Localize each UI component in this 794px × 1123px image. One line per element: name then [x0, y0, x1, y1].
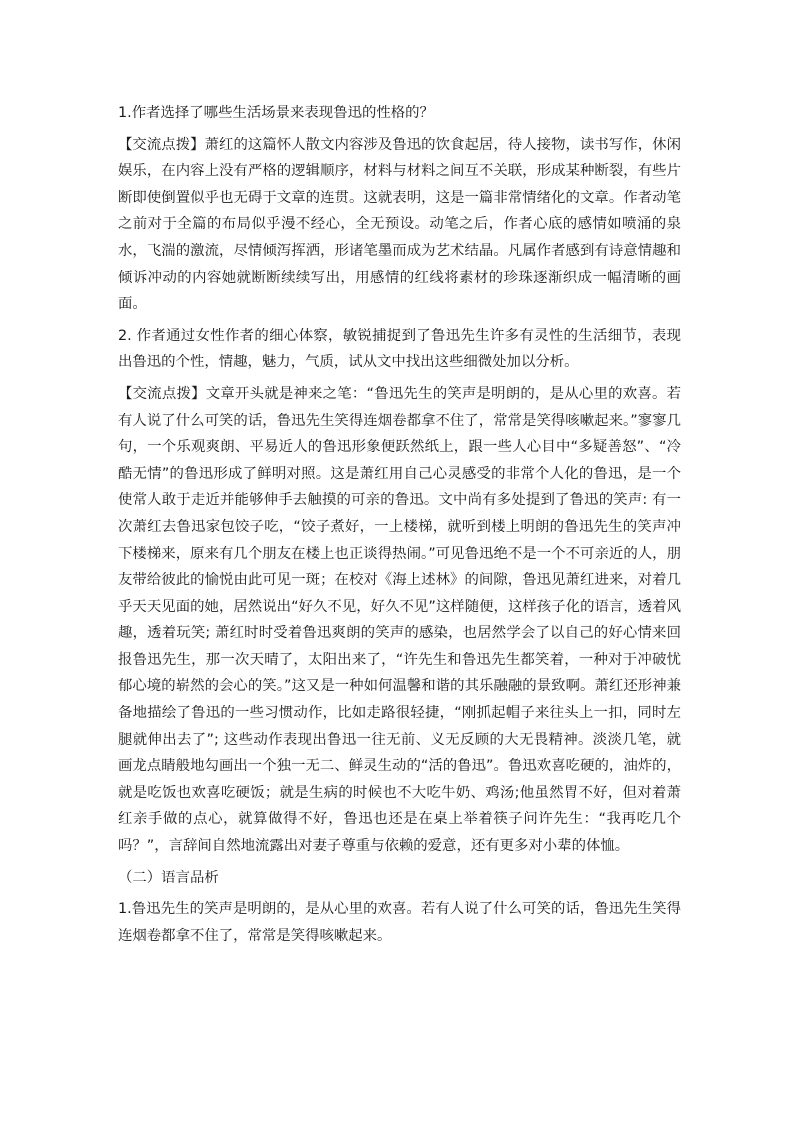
answer-2: 【交流点拨】文章开头就是神来之笔：“鲁迅先生的笑声是明朗的，是从心里的欢喜。若有人说了什么可笑的话，鲁迅先生笑得连烟卷都拿不住了，常常是笑得咳嗽起来。”寥寥几句，一个乐观爽朗、平易近人的鲁迅形象便跃然纸上，跟一些人心目中“多疑善怒”、“冷酷无情”的鲁迅形成了鲜明对照。这是萧红用自己心灵感受的非常个人化的鲁迅，是一个使常人敢于走近并能够伸手去触摸的可亲的鲁迅。文中尚有多处提到了鲁迅的笑声: 有一次萧红去鲁迅家包饺子吃，“饺子煮好，一上楼梯，就听到楼上明朗的鲁迅先生的笑声冲下楼梯来，原来有几个朋友在楼上也正谈得热闹。”可见鲁迅绝不是一个不可亲近的人，朋友带给彼此的愉悦由此可见一斑；在校对《海上述林》的间隙，鲁迅见萧红进来，对着几乎天天见面的她，居然说出“好久不见，好久不见”这样随便，这样孩子化的语言，透着风趣，透着玩笑; 萧红时时受着鲁迅爽朗的笑声的感染，也居然学会了以自己的好心情来回报鲁迅先生，那一次天晴了，太阳出来了，“许先生和鲁迅先生都笑着，一种对于冲破忧郁心境的崭然的会心的笑。”这又是一种如何温馨和谐的其乐融融的景致啊。萧红还形神兼备地描绘了鲁迅的一些习惯动作，比如走路很轻捷，“刚抓起帽子来往头上一扣，同时左腿就伸出去了”; 这些动作表现出鲁迅一往无前、义无反顾的大无畏精神。淡淡几笔，就画龙点睛般地勾画出一个独一无二、鲜灵生动的“活的鲁迅”。鲁迅欢喜吃硬的，油炸的，就是吃饭也欢喜吃硬饭；就是生病的时候也不大吃牛奶、鸡汤;他虽然胃不好，但对着萧红亲手做的点心，就算做得不好，鲁迅也还是在桌上举着筷子问许先生：“我再吃几个吗？”，言辞间自然地流露出对妻子尊重与依赖的爱意，还有更多对小辈的体恤。	[118, 385, 681, 855]
question-1: 1.作者选择了哪些生活场景来表现鲁迅的性格的？	[118, 105, 434, 121]
question-3: 1.鲁迅先生的笑声是明朗的，是从心里的欢喜。若有人说了什么可笑的话，鲁迅先生笑得连烟卷都拿不住了，常常是笑得咳嗽起来。	[118, 901, 681, 944]
answer-1: 【交流点拨】萧红的这篇怀人散文内容涉及鲁迅的饮食起居，待人接物，读书写作，休闲娱乐，在内容上没有严格的逻辑顺序，材料与材料之间互不关联，形成某种断裂，有些片断即使倒置似乎也无碍于文章的连贯。这就表明，这是一篇非常情绪化的文章。作者动笔之前对于全篇的布局似乎漫不经心，全无预设。动笔之后，作者心底的感情如喷涌的泉水，飞湍的激流，尽情倾泻挥洒，形诸笔墨而成为艺术结晶。凡属作者感到有诗意情趣和倾诉冲动的内容她就断断续续写出，用感情的红线将素材的珍珠逐渐织成一幅清晰的画面。	[118, 136, 681, 313]
section-heading-language-analysis: （二）语言品析	[118, 869, 219, 886]
document-body	[118, 100, 681, 954]
question-2: 2. 作者通过女性作者的细心体察，敏锐捕捉到了鲁迅先生许多有灵性的生活细节，表现出鲁迅的个性，情趣，魅力，气质，试从文中找出这些细微处加以分析。	[118, 327, 681, 371]
